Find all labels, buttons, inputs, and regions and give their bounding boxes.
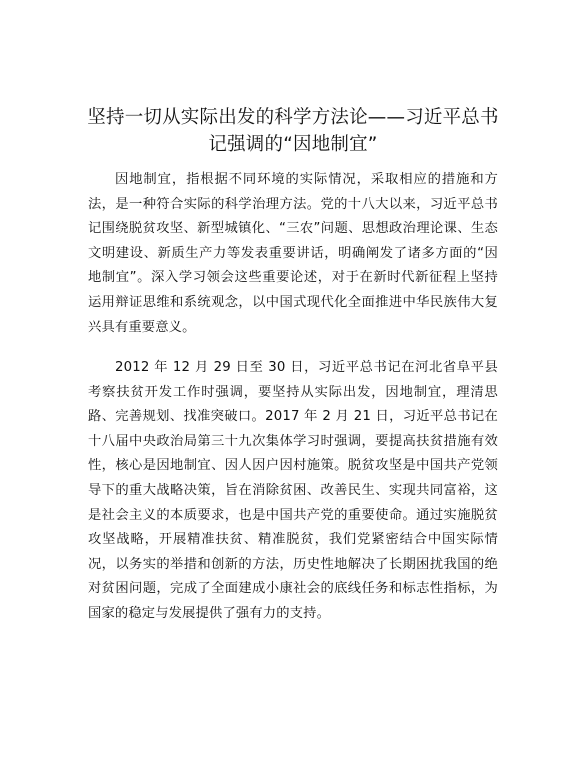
document-title: 坚持一切从实际出发的科学方法论——习近平总书记强调的“因地制宜” (87, 107, 499, 155)
body-paragraph-1: 因地制宜，指根据不同环境的实际情况，采取相应的措施和方法，是一种符合实际的科学治理方法。党的十八大以来，习近平总书记围绕脱贫攻坚、新型城镇化、“三农”问题、思想政治理论课、生态文明建设、新质生产力等发表重要讲话，明确阐发了诸多方面的“因地制宜”。深入学习领会这些重要论述，对于在新时代新征程上坚持运用辩证思维和系统观念，以中国式现代化全面推进中华民族伟大复兴具有重要意义。 (88, 172, 498, 335)
body-paragraph-2: 2012 年 12 月 29 日至 30 日，习近平总书记在河北省阜平县考察扶贫开发工作时强调，要坚持从实际出发，因地制宜，理清思路、完善规划、找准突破口。2017 年 2 月 21 日，习近平总书记在十八届中央政治局第三十九次集体学习时强调，要提高扶贫措施有效性，核心是因地制宜、因人因户因村施策。脱贫攻坚是中国共产党领导下的重大战略决策，旨在消除贫困、改善民生、实现共同富裕，这是社会主义的本质要求，也是中国共产党的重要使命。通过实施脱贫攻坚战略，开展精准扶贫、精准脱贫，我们党紧密结合中国实际情况，以务实的举措和创新的方法，历史性地解决了长期困扰我国的绝对贫困问题，完成了全面建成小康社会的底线任务和标志性指标，为国家的稳定与发展提供了强有力的支持。 (88, 360, 498, 621)
